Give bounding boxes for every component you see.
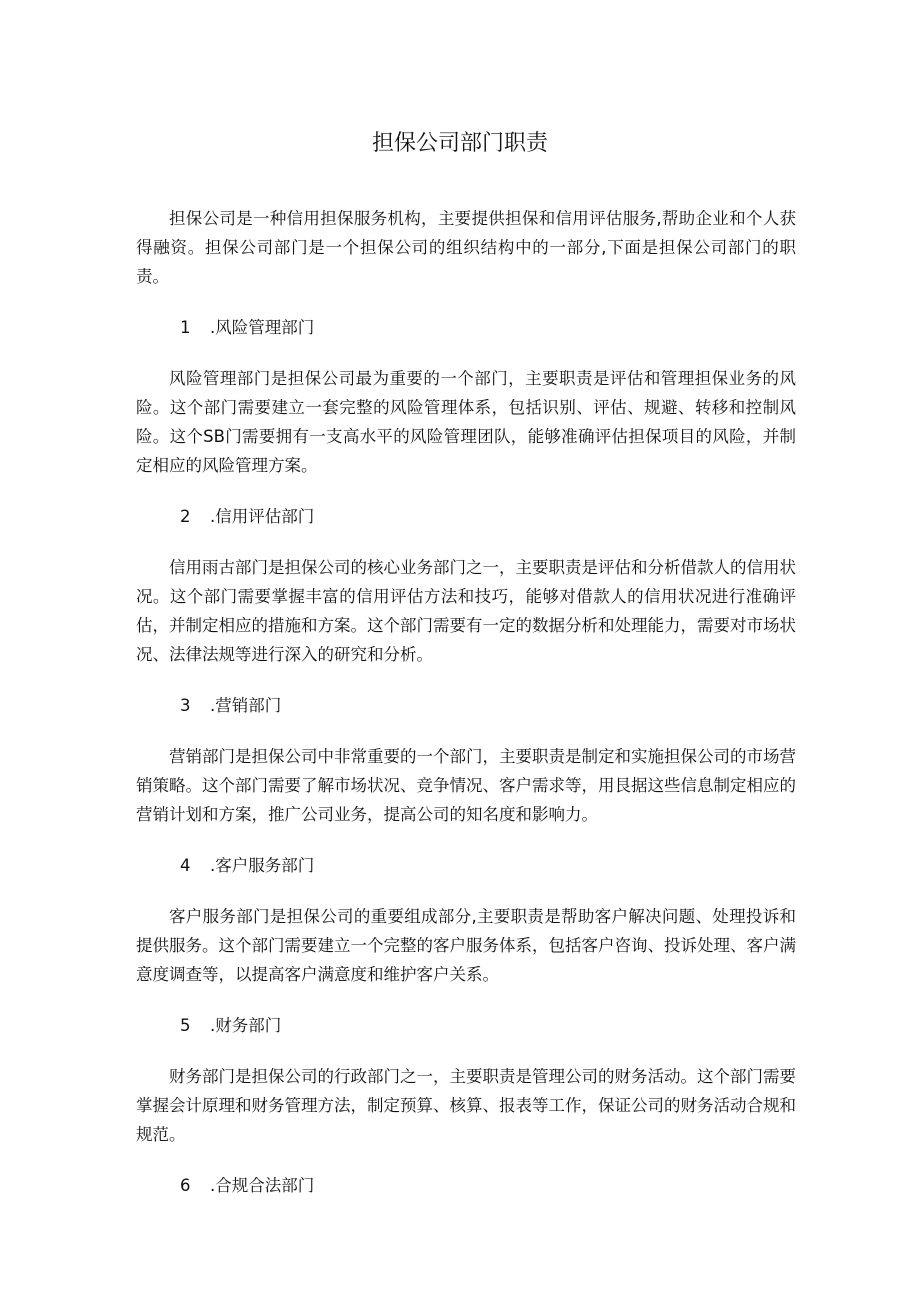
section-number: 2 <box>180 507 191 526</box>
section-heading-1 <box>136 313 796 342</box>
section-number: 5 <box>180 1016 191 1035</box>
section-heading-text: .客户服务部门 <box>210 856 315 875</box>
document-title: 担保公司部门职责 <box>371 131 548 156</box>
section-number: 3 <box>180 696 191 715</box>
section-heading-5 <box>136 1011 796 1040</box>
section-heading-6 <box>136 1171 796 1200</box>
section-heading-3 <box>136 691 796 720</box>
section-body-3: 营销部门是担保公司中非常重要的一个部门，主要职责是制定和实施担保公司的市场营销策略。这个部门需要了解市场状况、竞争情况、客户需求等，用艮据这些信息制定相应的营销计划和方案，推广公司业务，提高公司的知名度和影响力。 <box>136 747 796 824</box>
section-heading-text: .财务部门 <box>210 1016 282 1035</box>
section-heading-text: .信用评估部门 <box>210 507 315 526</box>
section-heading-text: .风险管理部门 <box>210 318 315 337</box>
section-body-5: 财务部门是担保公司的行政部门之一，主要职责是管理公司的财务活动。这个部门需要掌握会计原理和财务管理方法，制定预算、核算、报表等工作，保证公司的财务活动合规和规范。 <box>136 1067 796 1144</box>
intro-paragraph: 担保公司是一种信用担保服务机构，主要提供担保和信用评估服务,帮助企业和个人获得融资。担保公司部门是一个担保公司的组织结构中的一部分,下面是担保公司部门的职责。 <box>136 209 796 286</box>
section-body-4: 客户服务部门是担保公司的重要组成部分,主要职责是帮助客户解决问题、处理投诉和提供服务。这个部门需要建立一个完整的客户服务体系，包括客户咨询、投诉处理、客户满意度调查等，以提高客户满意度和维护客户关系。 <box>136 907 796 984</box>
section-body-2: 信用雨古部门是担保公司的核心业务部门之一，主要职责是评估和分析借款人的信用状况。这个部门需要掌握丰富的信用评估方法和技巧，能够对借款人的信用状况进行准确评估，并制定相应的措施和方案。这个部门需要有一定的数据分析和处理能力，需要对市场状况、法律法规等进行深入的研究和分析。 <box>136 558 796 664</box>
section-heading-text: .合规合法部门 <box>210 1176 315 1195</box>
section-number: 4 <box>180 856 191 875</box>
section-heading-4 <box>136 851 796 880</box>
section-body-1: 风险管理部门是担保公司最为重要的一个部门，主要职责是评估和管理担保业务的风险。这个部门需要建立一套完整的风险管理体系，包括识别、评估、规避、转移和控制风险。这个SB门需要拥有一支高水平的风险管理团队，能够准确评估担保项目的风险，并制定相应的风险管理方案。 <box>136 369 796 475</box>
section-heading-2 <box>136 502 796 531</box>
document-body <box>136 204 796 1222</box>
section-number: 6 <box>180 1176 191 1195</box>
section-heading-text: .营销部门 <box>210 696 282 715</box>
section-number: 1 <box>180 318 191 337</box>
